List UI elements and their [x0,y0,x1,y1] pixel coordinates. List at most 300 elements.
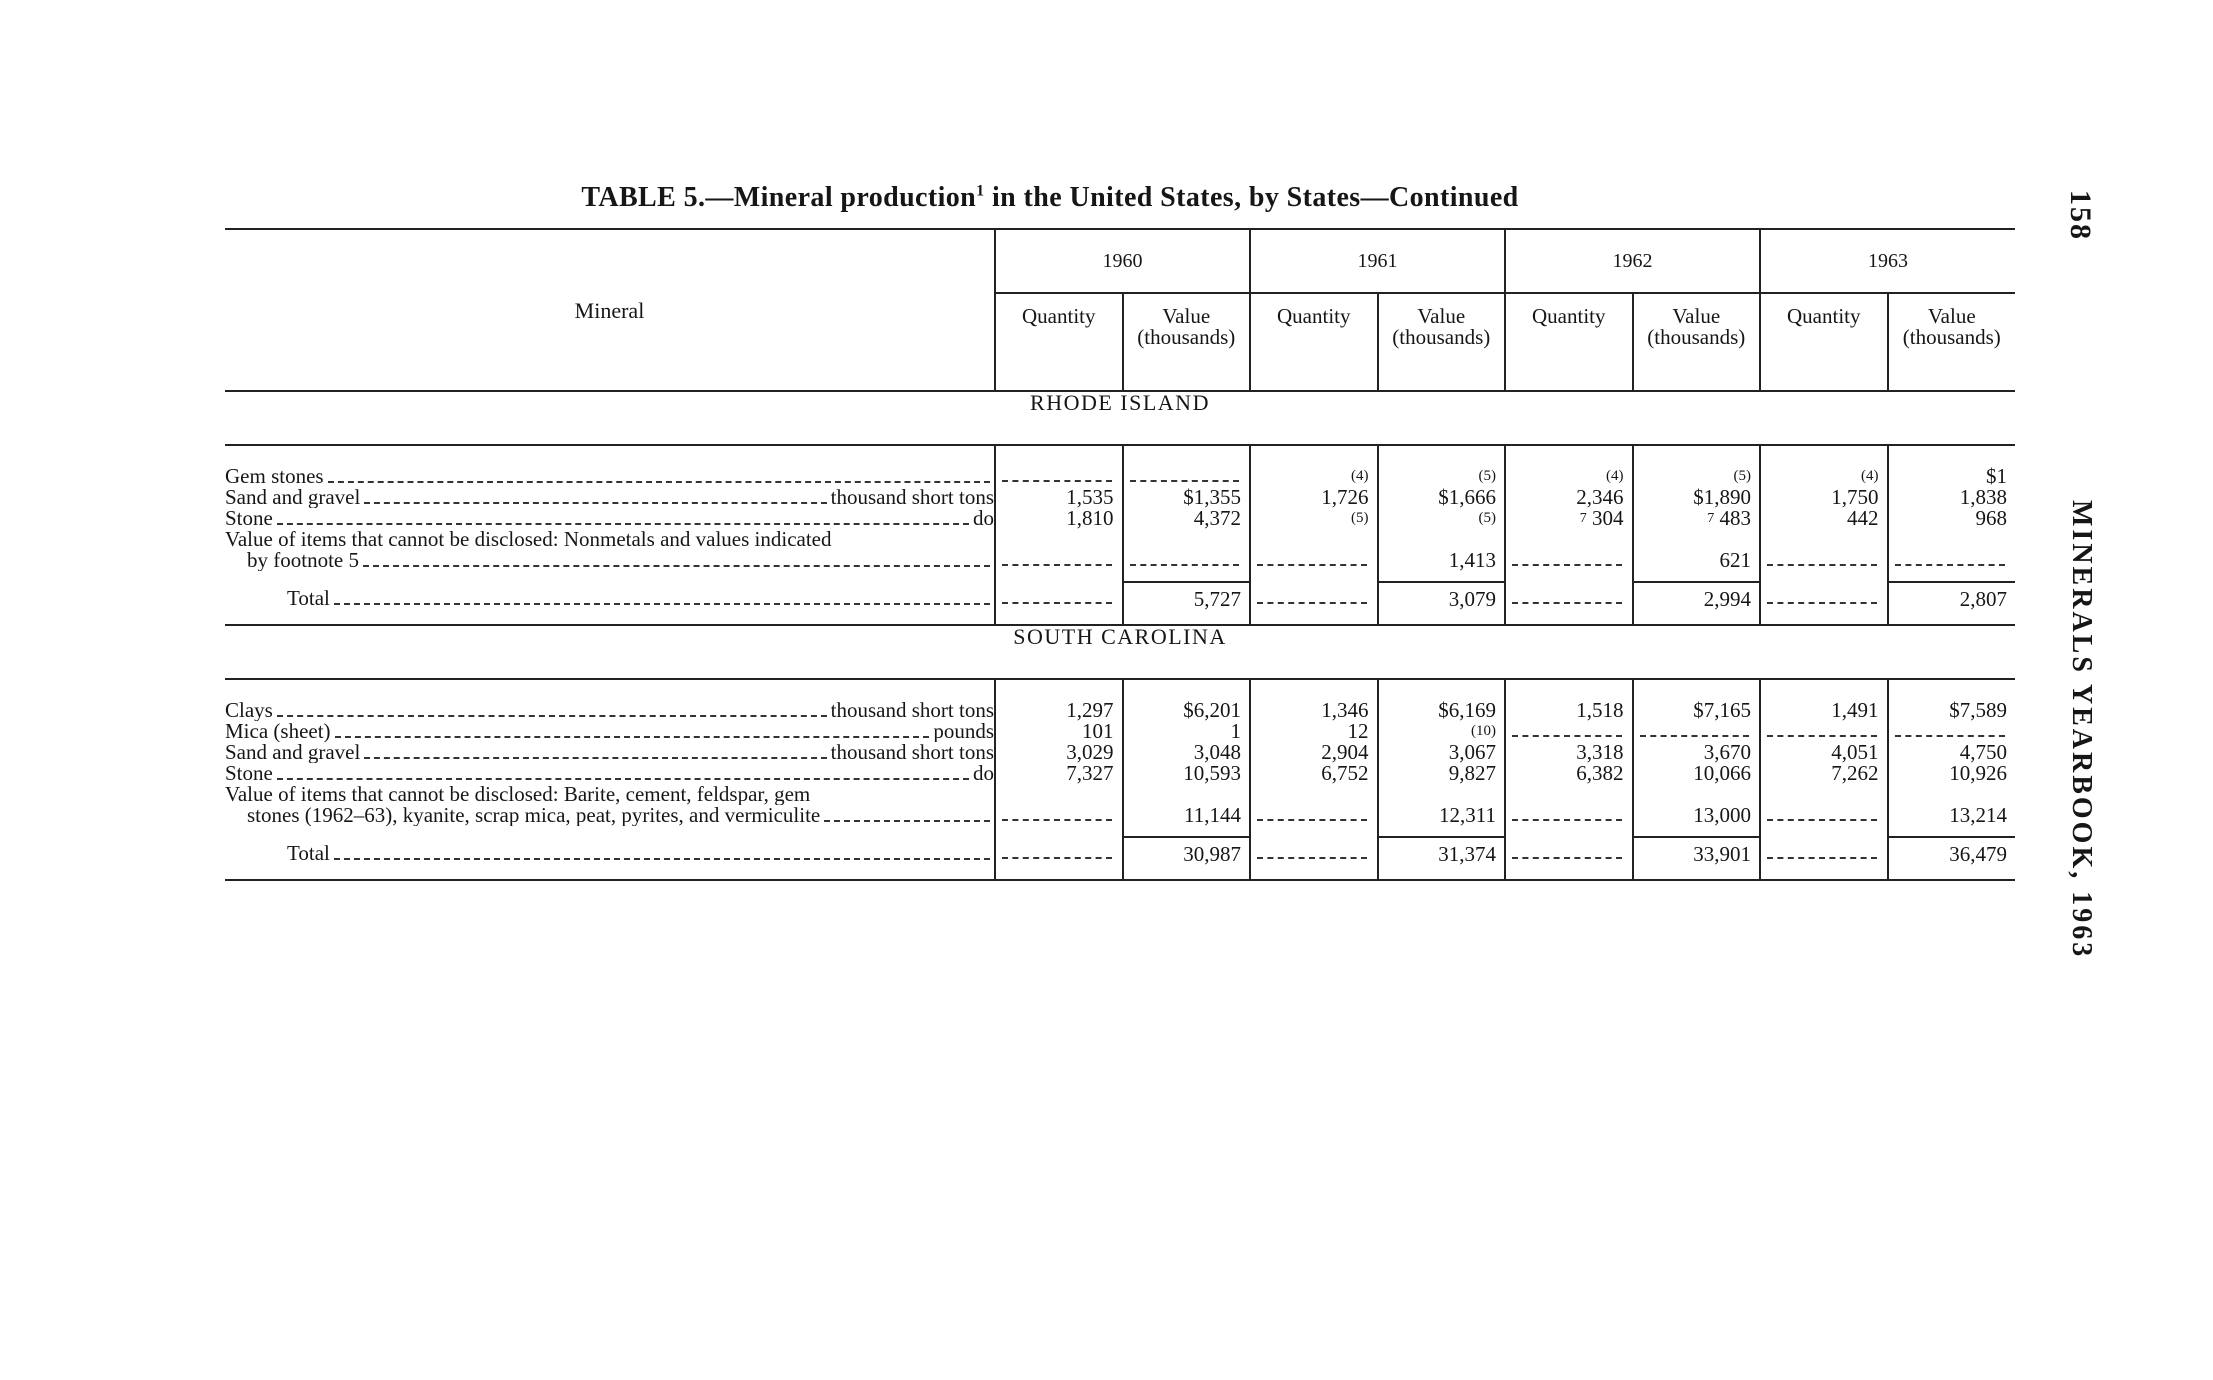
value-cell [1378,721,1506,742]
empty-cell [1250,679,1378,700]
empty-cell [1633,679,1761,700]
quantity-cell [1250,721,1378,742]
cell-value: 3,079 [1448,587,1496,611]
quantity-cell [1760,742,1888,763]
leader-dots [277,778,969,780]
value-cell [1888,550,2016,571]
section-rhode-island [225,391,2015,626]
empty-dash [1257,588,1367,604]
cell-value: 13,000 [1693,803,1751,827]
empty-dash [1640,721,1750,737]
leader-dots [277,523,969,525]
mineral-label [225,466,995,487]
cell-value: 10,593 [1183,761,1241,785]
undisclosed-label-line1: Value of items that cannot be disclosed: Barite, cement, feldspar, gem [225,784,811,805]
leader-dots [328,481,990,483]
value-cell [1888,721,2016,742]
quantity-cell [995,837,1123,880]
table-row [225,700,2015,721]
empty-cell [1378,784,1506,805]
year-header: 1963 [1760,230,2015,293]
section-title-row [225,391,2015,445]
empty-cell [1505,571,1633,582]
value-cell [1888,837,2016,880]
value-cell [1378,700,1506,721]
cell-value: 4,750 [1959,740,2007,764]
cell-value: 4,051 [1831,740,1879,764]
empty-dash [1002,550,1112,566]
leader-dots [335,736,930,738]
empty-cell [1505,529,1633,550]
mineral-unit: do [973,508,994,529]
mineral-production-table [225,228,2015,881]
value-cell [1888,466,2016,487]
quantity-cell [1760,700,1888,721]
empty-cell [995,529,1123,550]
cell-value: 1,518 [1576,698,1624,722]
total-name: Total [287,841,330,865]
value-header-line2: (thousands) [1902,325,2001,349]
cell-value: 31,374 [1438,842,1496,866]
total-label [225,582,995,625]
mineral-label [225,487,995,508]
quantity-cell [1760,582,1888,625]
cell-value: $1,666 [1438,485,1496,509]
mineral-label [225,721,995,742]
mineral-label [225,700,995,721]
cell-value: 36,479 [1949,842,2007,866]
value-cell [1633,763,1761,784]
empty-cell [1250,784,1378,805]
value-cell [1123,487,1251,508]
empty-cell [1505,445,1633,466]
cell-value: 2,346 [1576,485,1624,509]
cell-value: 6,752 [1321,761,1369,785]
value-cell [1633,700,1761,721]
table-row [225,550,2015,571]
cell-value: (5) [1478,468,1496,484]
value-header [1123,293,1251,391]
cell-value: $6,201 [1183,698,1241,722]
cell-value: 11,144 [1184,803,1241,827]
mineral-label [225,763,995,784]
cell-value: 4,372 [1193,506,1241,530]
empty-dash [1512,721,1622,737]
leader-dots [334,603,990,605]
quantity-cell [1760,466,1888,487]
undisclosed-label-line1: Value of items that cannot be disclosed: Nonmetals and values indicated [225,529,832,550]
empty-cell [1888,571,2016,582]
empty-cell [1760,571,1888,582]
mineral-name: Sand and gravel [225,742,361,763]
cell-value: $7,589 [1949,698,2007,722]
table-row [225,742,2015,763]
quantity-cell [1250,466,1378,487]
empty-cell [1760,679,1888,700]
value-cell [1123,837,1251,880]
total-row [225,582,2015,625]
empty-dash [1257,843,1367,859]
cell-value: 101 [1082,719,1114,743]
empty-dash [1767,843,1877,859]
quantity-cell [995,487,1123,508]
empty-cell [1250,445,1378,466]
empty-dash [1130,466,1240,482]
empty-dash [1002,466,1112,482]
value-cell [1378,487,1506,508]
cell-value: 442 [1847,506,1879,530]
quantity-header: Quantity [1760,293,1888,391]
quantity-cell [1505,721,1633,742]
quantity-header: Quantity [1505,293,1633,391]
quantity-cell [1760,487,1888,508]
value-cell [1633,837,1761,880]
value-cell [1888,487,2016,508]
empty-cell [1378,826,1506,837]
value-cell [1123,700,1251,721]
section-title: SOUTH CAROLINA [225,626,2015,679]
empty-cell [995,784,1123,805]
quantity-cell [1505,582,1633,625]
cell-value: (5) [1733,468,1751,484]
empty-cell [1633,826,1761,837]
empty-cell [1888,679,2016,700]
table-title-pre: TABLE 5.—Mineral production [581,182,977,213]
quantity-cell [1505,466,1633,487]
quantity-cell [1250,487,1378,508]
value-cell [1633,550,1761,571]
empty-cell [995,679,1123,700]
quantity-cell [1505,837,1633,880]
spacer [225,571,995,582]
cell-value: $7,165 [1693,698,1751,722]
quantity-cell [995,763,1123,784]
cell-value: 2,807 [1959,587,2007,611]
empty-dash [1512,805,1622,821]
value-cell [1378,837,1506,880]
value-cell [1888,700,2016,721]
cell-value: 9,827 [1448,761,1496,785]
year-header: 1960 [995,230,1250,293]
cell-value: 7,327 [1066,761,1114,785]
quantity-cell [1250,550,1378,571]
table-row [225,721,2015,742]
table-row [225,763,2015,784]
empty-cell [1760,445,1888,466]
cell-value: 6,382 [1576,761,1624,785]
cell-value: (4) [1861,468,1879,484]
spacer-row [225,571,2015,582]
total-label [225,837,995,880]
mineral-name: Sand and gravel [225,487,361,508]
quantity-cell [995,700,1123,721]
empty-cell [1888,445,2016,466]
cell-value: (5) [1478,510,1496,526]
cell-value: 1,810 [1066,506,1114,530]
value-cell [1378,763,1506,784]
value-cell [1123,805,1251,826]
cell-value: $1,890 [1693,485,1751,509]
cell-value: 1,491 [1831,698,1879,722]
quantity-cell [995,742,1123,763]
empty-cell [1505,826,1633,837]
value-cell [1633,742,1761,763]
quantity-header: Quantity [995,293,1123,391]
table-row [225,466,2015,487]
value-cell [1378,466,1506,487]
empty-cell [1123,529,1251,550]
mineral-name: Stone [225,763,273,784]
value-header-line2: (thousands) [1137,325,1236,349]
empty-cell [995,571,1123,582]
empty-dash [1767,588,1877,604]
year-header: 1961 [1250,230,1505,293]
quantity-cell [1250,700,1378,721]
value-cell [1123,508,1251,529]
year-header-row [225,230,2015,293]
empty-cell [1888,784,2016,805]
value-cell [1123,550,1251,571]
quantity-cell [1505,508,1633,529]
cell-value: 1,413 [1448,548,1496,572]
cell-value: $6,169 [1438,698,1496,722]
cell-value: 7,262 [1831,761,1879,785]
table-title-post: in the United States, by States—Continued [991,182,1519,213]
leader-dots [364,502,826,504]
cell-value: $^7$ 483 [1707,506,1751,530]
value-header-line2: (thousands) [1392,325,1491,349]
mineral-label [225,508,995,529]
undisclosed-label [225,805,995,826]
empty-cell [1250,529,1378,550]
empty-cell [1378,679,1506,700]
cell-value: 1,726 [1321,485,1369,509]
empty-cell [1760,529,1888,550]
value-header-line1: Value [1927,304,1976,328]
undisclosed-label-line2: stones (1962–63), kyanite, scrap mica, peat, pyrites, and vermiculite [247,805,821,826]
empty-cell [1633,784,1761,805]
quantity-header: Quantity [1250,293,1378,391]
empty-cell [1378,445,1506,466]
value-cell [1888,805,2016,826]
quantity-cell [1250,837,1378,880]
cell-value: 10,066 [1693,761,1751,785]
cell-value: (4) [1351,468,1369,484]
table-row [225,487,2015,508]
quantity-cell [1505,805,1633,826]
empty-cell [1123,826,1251,837]
value-cell [1633,508,1761,529]
empty-dash [1895,721,2006,737]
cell-value: 1,838 [1959,485,2007,509]
cell-value: 1 [1230,719,1241,743]
empty-cell [995,445,1123,466]
table-row [225,508,2015,529]
cell-value: 12,311 [1439,803,1496,827]
value-cell [1633,805,1761,826]
empty-cell [1633,445,1761,466]
cell-value: (10) [1471,723,1496,739]
value-header [1633,293,1761,391]
value-cell [1378,742,1506,763]
table-row [225,529,2015,550]
value-cell [1633,487,1761,508]
empty-dash [1767,721,1877,737]
spacer-row [225,445,2015,466]
value-cell [1888,763,2016,784]
cell-value: (4) [1606,468,1624,484]
empty-dash [1002,843,1112,859]
cell-value: 3,318 [1576,740,1624,764]
value-cell [1123,582,1251,625]
cell-value: 3,670 [1703,740,1751,764]
value-cell [1888,508,2016,529]
quantity-cell [1760,508,1888,529]
quantity-cell [995,466,1123,487]
cell-value: 621 [1719,548,1751,572]
undisclosed-label [225,550,995,571]
running-head: MINERALS YEARBOOK, 1963 [2066,500,2097,960]
empty-dash [1767,550,1877,566]
cell-value: 33,901 [1693,842,1751,866]
value-cell [1123,742,1251,763]
quantity-cell [995,550,1123,571]
empty-cell [1123,784,1251,805]
empty-cell [1760,826,1888,837]
cell-value: $1,355 [1183,485,1241,509]
value-cell [1888,742,2016,763]
cell-value: $1 [1986,464,2007,488]
cell-value: 10,926 [1949,761,2007,785]
cell-value: 5,727 [1193,587,1241,611]
total-name: Total [287,586,330,610]
year-header: 1962 [1505,230,1760,293]
quantity-cell [995,805,1123,826]
cell-value: $^7$ 304 [1579,506,1624,530]
cell-value: 3,029 [1066,740,1114,764]
quantity-cell [995,508,1123,529]
quantity-cell [995,721,1123,742]
empty-cell [1250,571,1378,582]
rule [225,880,2015,881]
mineral-name: Gem stones [225,466,324,487]
leader-dots [363,565,990,567]
empty-cell [1888,529,2016,550]
quantity-cell [1760,550,1888,571]
empty-cell [1633,529,1761,550]
value-cell [1378,805,1506,826]
empty-dash [1002,805,1112,821]
table-title [0,182,2100,214]
quantity-cell [995,582,1123,625]
quantity-cell [1760,763,1888,784]
quantity-cell [1760,805,1888,826]
page-number: 158 [2064,190,2097,241]
quantity-cell [1505,742,1633,763]
table-row [225,805,2015,826]
leader-dots [364,757,826,759]
empty-dash [1130,550,1240,566]
value-cell [1633,721,1761,742]
mineral-name: Clays [225,700,273,721]
total-row [225,837,2015,880]
mineral-unit: thousand short tons [830,487,994,508]
undisclosed-label-line2: by footnote 5 [247,550,359,571]
value-cell [1123,466,1251,487]
spacer [225,826,995,837]
cell-value: 12 [1347,719,1369,743]
section-south-carolina [225,626,2015,881]
value-header-line1: Value [1162,304,1211,328]
leader-dots [277,715,827,717]
quantity-cell [1505,487,1633,508]
empty-dash [1257,805,1367,821]
empty-cell [1760,784,1888,805]
quantity-cell [1505,763,1633,784]
value-header [1378,293,1506,391]
value-cell [1633,466,1761,487]
cell-value: 1,346 [1321,698,1369,722]
empty-cell [1123,679,1251,700]
cell-value: 30,987 [1183,842,1241,866]
mineral-name: Stone [225,508,273,529]
empty-dash [1512,588,1622,604]
quantity-cell [1505,550,1633,571]
empty-dash [1767,805,1877,821]
spacer-row [225,826,2015,837]
value-cell [1378,550,1506,571]
value-cell [1378,582,1506,625]
cell-value: 968 [1975,506,2007,530]
quantity-cell [1760,721,1888,742]
empty-dash [1512,550,1622,566]
mineral-label [225,742,995,763]
quantity-cell [1760,837,1888,880]
empty-dash [1512,843,1622,859]
value-cell [1123,721,1251,742]
empty-cell [1123,571,1251,582]
quantity-cell [1250,508,1378,529]
value-cell [1378,508,1506,529]
quantity-cell [1250,763,1378,784]
empty-dash [1257,550,1367,566]
value-cell [1888,582,2016,625]
cell-value: 3,067 [1448,740,1496,764]
empty-dash [1895,550,2006,566]
empty-cell [1888,826,2016,837]
value-cell [1633,582,1761,625]
mineral-unit: pounds [933,721,994,742]
cell-value: 2,904 [1321,740,1369,764]
empty-cell [1378,529,1506,550]
empty-cell [1505,679,1633,700]
mineral-name: Mica (sheet) [225,721,331,742]
value-header [1888,293,2016,391]
value-header-line1: Value [1672,304,1721,328]
section-title-row [225,626,2015,679]
cell-value: 3,048 [1193,740,1241,764]
cell-value: 2,994 [1703,587,1751,611]
empty-cell [1378,571,1506,582]
mineral-unit: do [973,763,994,784]
spacer [225,445,995,466]
cell-value: 13,214 [1949,803,2007,827]
empty-cell [995,826,1123,837]
empty-cell [1250,826,1378,837]
value-header-line1: Value [1417,304,1466,328]
cell-value: 1,297 [1066,698,1114,722]
cell-value: 1,535 [1066,485,1114,509]
